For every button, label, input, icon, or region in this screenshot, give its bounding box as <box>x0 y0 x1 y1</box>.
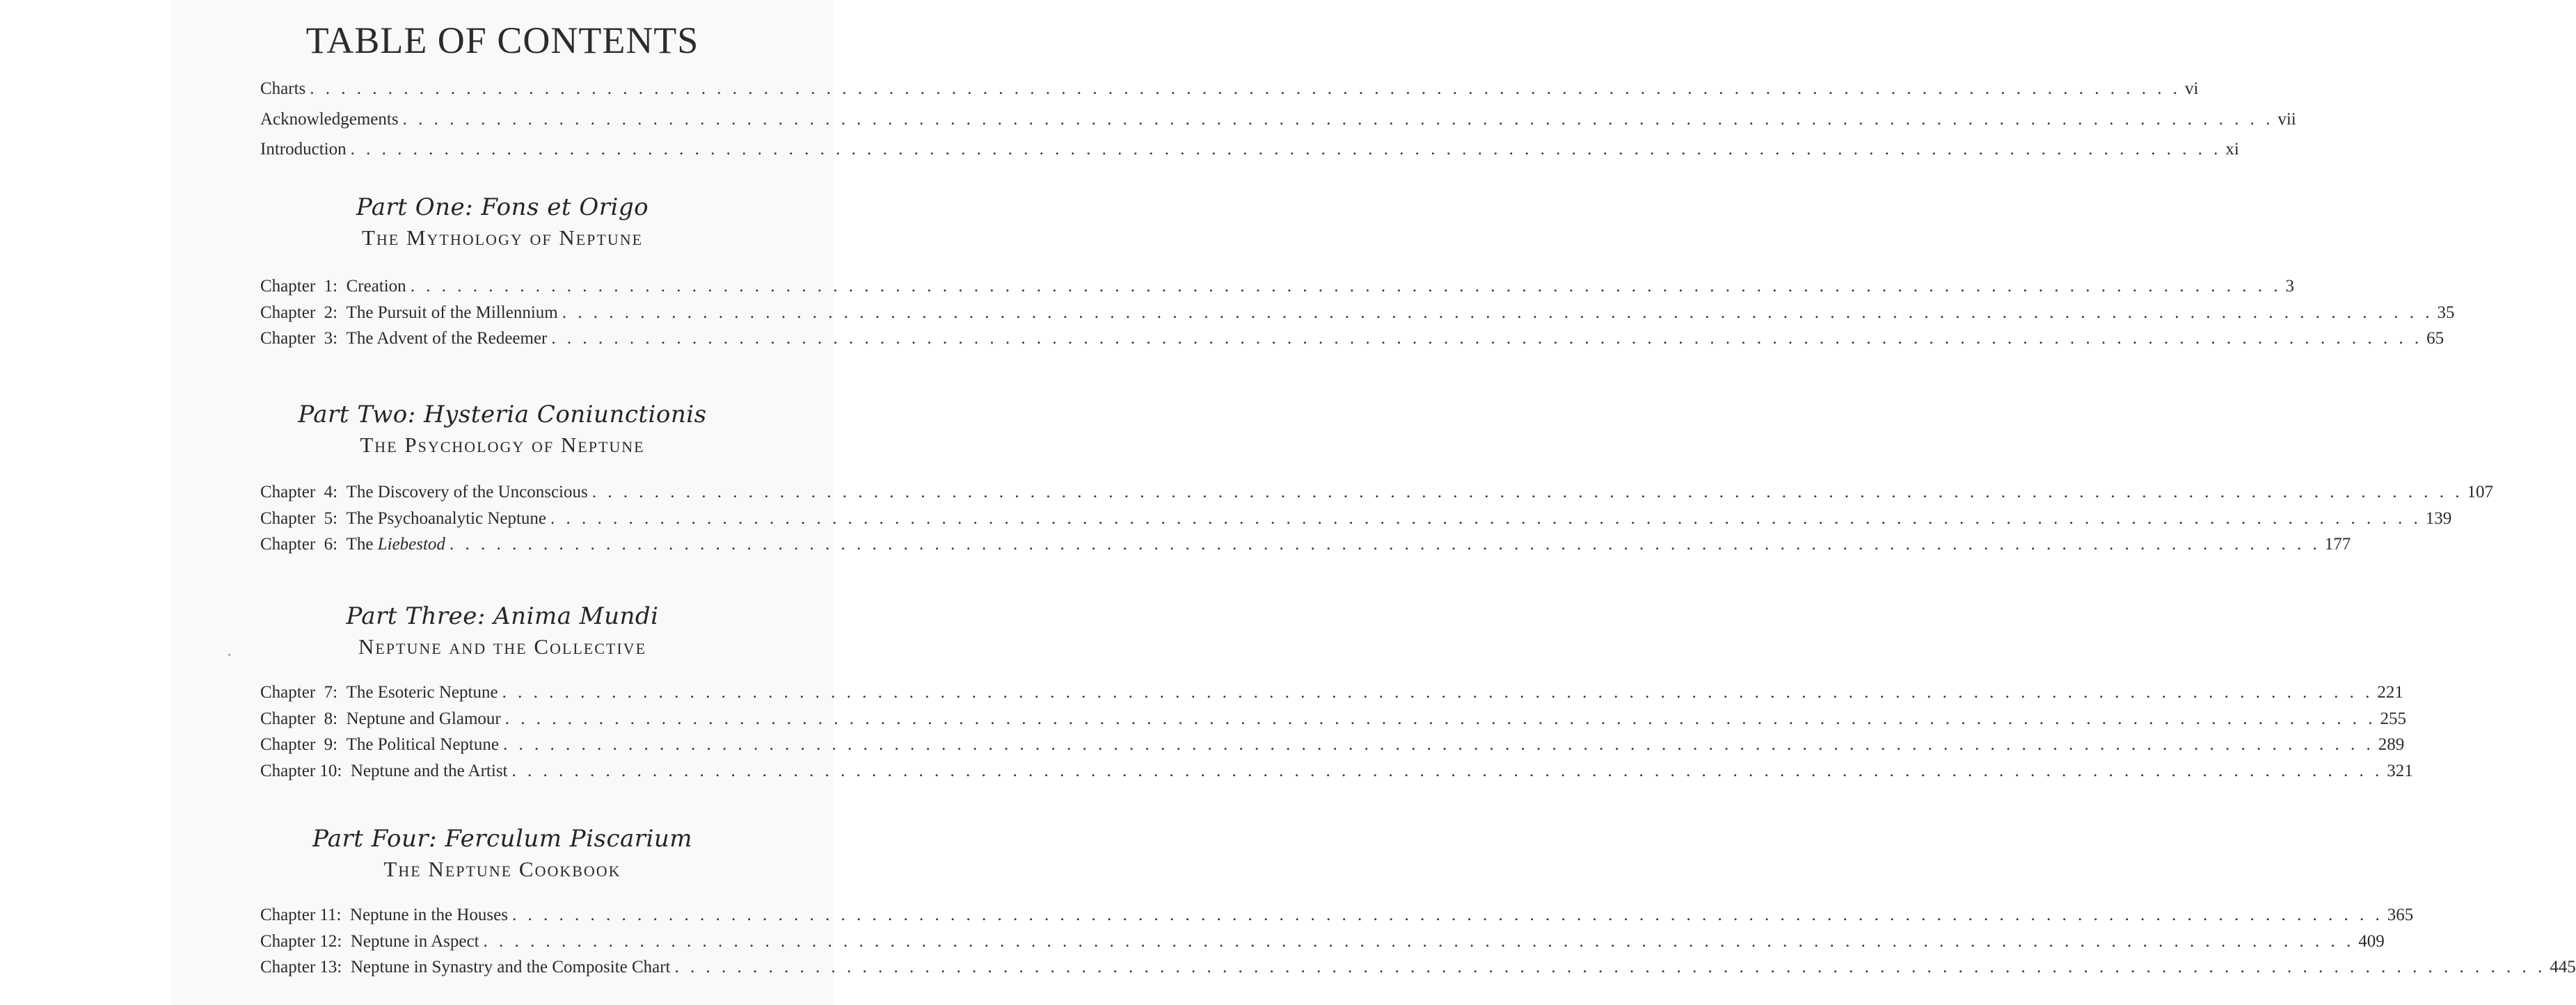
part-english-title: The Neptune Cookbook <box>383 857 621 881</box>
part-latin-title: Part Two: Hysteria Coniunctionis <box>298 401 707 428</box>
page-number: xi <box>2225 140 2239 159</box>
front-matter-row <box>260 108 2296 131</box>
dot-leader: . . . . . . . . . . . . . . . . . . . . . . . . . . . . . . . . . . . . . . . . . . . . . . . . . . . . . . . . . . . . . . . . . . . . . . . . . . . . . . . . . . . . . . . . . . . . . . . . . . . . . . . . . . . . . . . . . . . . . . . . <box>511 761 2383 780</box>
chapter-row <box>260 931 2385 953</box>
dot-leader: . . . . . . . . . . . . . . . . . . . . . . . . . . . . . . . . . . . . . . . . . . . . . . . . . . . . . . . . . . . . . . . . . . . . . . . . . . . . . . . . . . . . . . . . . . . . . . . . . . . . . . . . . . . . . . . . . . . . . . . . <box>591 483 2463 501</box>
chapter-title: The Political Neptune <box>346 735 499 754</box>
chapter-title-prefix: The <box>346 535 378 554</box>
dot-leader: . . . . . . . . . . . . . . . . . . . . . . . . . . . . . . . . . . . . . . . . . . . . . . . . . . . . . . . . . . . . . . . . . . . . . . . . . . . . . . . . . . . . . . . . . . . . . . . . . . . . . . . . . . . . . . . . . . . . . . . . <box>502 683 2374 702</box>
chapter-title <box>347 533 445 556</box>
part-latin-title: Part Three: Anima Mundi <box>346 602 659 630</box>
chapter-row <box>260 734 2405 756</box>
chapter-title: Neptune and Glamour <box>346 709 501 728</box>
page-number: 445 <box>2550 958 2576 976</box>
chapter-row <box>260 904 2414 926</box>
chapter-row <box>260 760 2413 782</box>
page-number: 365 <box>2387 906 2414 924</box>
dot-leader: . . . . . . . . . . . . . . . . . . . . . . . . . . . . . . . . . . . . . . . . . . . . . . . . . . . . . . . . . . . . . . . . . . . . . . . . . . . . . . . . . . . . . . . . . . . . . . . . . . . . . . . . . . . . . . . . . . . . . . . . <box>310 79 2181 98</box>
chapter-row <box>260 956 2576 979</box>
chapter-row <box>260 708 2406 730</box>
chapter-title-italic: Liebestod <box>377 535 445 554</box>
dot-leader: . . . . . . . . . . . . . . . . . . . . . . . . . . . . . . . . . . . . . . . . . . . . . . . . . . . . . . . . . . . . . . . . . . . . . . . . . . . . . . . . . . . . . . . . . . . . . . . . . . . . . . . . . . . . . . . . . . . . . . . . <box>449 535 2321 554</box>
part-english-title: The Psychology of Neptune <box>360 433 645 457</box>
page-number: 321 <box>2387 761 2413 780</box>
front-matter-label: Charts <box>260 79 306 98</box>
chapter-row <box>260 275 2294 298</box>
chapter-number: Chapter 1: <box>260 277 347 296</box>
dot-leader: . . . . . . . . . . . . . . . . . . . . . . . . . . . . . . . . . . . . . . . . . . . . . . . . . . . . . . . . . . . . . . . . . . . . . . . . . . . . . . . . . . . . . . . . . . . . . . . . . . . . . . . . . . . . . . . . . . . . . . . . <box>550 508 2422 528</box>
dot-leader: . . . . . . . . . . . . . . . . . . . . . . . . . . . . . . . . . . . . . . . . . . . . . . . . . . . . . . . . . . . . . . . . . . . . . . . . . . . . . . . . . . . . . . . . . . . . . . . . . . . . . . . . . . . . . . . . . . . . . . . . <box>551 329 2423 348</box>
dot-leader: . . . . . . . . . . . . . . . . . . . . . . . . . . . . . . . . . . . . . . . . . . . . . . . . . . . . . . . . . . . . . . . . . . . . . . . . . . . . . . . . . . . . . . . . . . . . . . . . . . . . . . . . . . . . . . . . . . . . . . . . <box>402 110 2274 129</box>
page-number: 139 <box>2425 508 2452 528</box>
chapter-title: The Discovery of the Unconscious <box>346 483 588 501</box>
chapter-row <box>260 682 2403 704</box>
page-title: TABLE OF CONTENTS <box>305 19 699 61</box>
chapter-title: The Pursuit of the Millennium <box>346 303 558 322</box>
chapter-row <box>260 302 2455 324</box>
page-number: 289 <box>2378 735 2405 754</box>
chapter-number: Chapter 13: <box>260 958 351 976</box>
front-matter-row <box>260 78 2199 100</box>
part-english-title: Neptune and the Collective <box>358 634 647 659</box>
page-number: 107 <box>2467 483 2493 501</box>
page-number: 409 <box>2358 931 2385 951</box>
chapter-row <box>260 481 2493 504</box>
page-number: vii <box>2277 110 2296 129</box>
dot-leader: . . . . . . . . . . . . . . . . . . . . . . . . . . . . . . . . . . . . . . . . . . . . . . . . . . . . . . . . . . . . . . . . . . . . . . . . . . . . . . . . . . . . . . . . . . . . . . . . . . . . . . . . . . . . . . . . . . . . . . . . <box>504 709 2376 728</box>
front-matter-label: Acknowledgements <box>260 110 399 129</box>
dot-leader: . . . . . . . . . . . . . . . . . . . . . . . . . . . . . . . . . . . . . . . . . . . . . . . . . . . . . . . . . . . . . . . . . . . . . . . . . . . . . . . . . . . . . . . . . . . . . . . . . . . . . . . . . . . . . . . . . . . . . . . . <box>511 906 2383 924</box>
chapter-number: Chapter 2: <box>260 303 347 322</box>
chapter-number: Chapter 7: <box>260 683 347 702</box>
chapter-number: Chapter 11: <box>260 906 350 924</box>
part-heading <box>171 825 834 883</box>
page-number: 221 <box>2377 683 2403 702</box>
part-latin-title: Part One: Fons et Origo <box>356 193 649 221</box>
chapter-number: Chapter 4: <box>260 483 347 501</box>
page-number: 65 <box>2426 329 2444 348</box>
chapter-row <box>260 533 2351 556</box>
part-heading <box>171 401 834 459</box>
book-page <box>171 0 2576 1005</box>
page-number: 35 <box>2437 303 2455 322</box>
chapter-title: Neptune in Synastry and the Composite Chart <box>350 958 671 976</box>
dot-leader: . . . . . . . . . . . . . . . . . . . . . . . . . . . . . . . . . . . . . . . . . . . . . . . . . . . . . . . . . . . . . . . . . . . . . . . . . . . . . . . . . . . . . . . . . . . . . . . . . . . . . . . . . . . . . . . . . . . . . . . . <box>410 277 2282 296</box>
dot-leader: . . . . . . . . . . . . . . . . . . . . . . . . . . . . . . . . . . . . . . . . . . . . . . . . . . . . . . . . . . . . . . . . . . . . . . . . . . . . . . . . . . . . . . . . . . . . . . . . . . . . . . . . . . . . . . . . . . . . . . . . <box>350 140 2222 159</box>
chapter-number: Chapter 6: <box>260 535 347 554</box>
chapter-number: Chapter 5: <box>260 508 347 528</box>
chapter-title: The Psychoanalytic Neptune <box>346 508 547 528</box>
chapter-title: Creation <box>346 277 406 296</box>
dot-leader: . . . . . . . . . . . . . . . . . . . . . . . . . . . . . . . . . . . . . . . . . . . . . . . . . . . . . . . . . . . . . . . . . . . . . . . . . . . . . . . . . . . . . . . . . . . . . . . . . . . . . . . . . . . . . . . . . . . . . . . . <box>562 303 2433 322</box>
chapter-number: Chapter 12: <box>260 931 351 951</box>
chapter-number: Chapter 9: <box>260 735 347 754</box>
chapter-title: The Esoteric Neptune <box>346 683 498 702</box>
dot-leader: . . . . . . . . . . . . . . . . . . . . . . . . . . . . . . . . . . . . . . . . . . . . . . . . . . . . . . . . . . . . . . . . . . . . . . . . . . . . . . . . . . . . . . . . . . . . . . . . . . . . . . . . . . . . . . . . . . . . . . . . <box>674 958 2546 976</box>
page-number: vi <box>2185 79 2199 98</box>
part-latin-title: Part Four: Ferculum Piscarium <box>312 825 693 853</box>
dot-leader: . . . . . . . . . . . . . . . . . . . . . . . . . . . . . . . . . . . . . . . . . . . . . . . . . . . . . . . . . . . . . . . . . . . . . . . . . . . . . . . . . . . . . . . . . . . . . . . . . . . . . . . . . . . . . . . . . . . . . . . . <box>483 931 2355 951</box>
page-number: 177 <box>2324 535 2351 554</box>
chapter-title: The Advent of the Redeemer <box>346 329 548 348</box>
chapter-title: Neptune and the Artist <box>350 761 508 780</box>
part-english-title: The Mythology of Neptune <box>361 225 644 250</box>
part-heading <box>171 602 834 661</box>
dot-leader: . . . . . . . . . . . . . . . . . . . . . . . . . . . . . . . . . . . . . . . . . . . . . . . . . . . . . . . . . . . . . . . . . . . . . . . . . . . . . . . . . . . . . . . . . . . . . . . . . . . . . . . . . . . . . . . . . . . . . . . . <box>502 735 2374 754</box>
part-heading <box>171 193 834 252</box>
page-number: 3 <box>2285 277 2294 296</box>
chapter-number: Chapter 3: <box>260 329 347 348</box>
chapter-row <box>260 508 2452 530</box>
chapter-row <box>260 328 2444 350</box>
chapter-number: Chapter 8: <box>260 709 347 728</box>
page-number: 255 <box>2380 709 2406 728</box>
front-matter-row <box>260 138 2239 161</box>
chapter-title: Neptune in Aspect <box>350 931 479 951</box>
chapter-number: Chapter 10: <box>260 761 351 780</box>
chapter-title: Neptune in the Houses <box>349 906 508 924</box>
front-matter-label: Introduction <box>260 140 347 159</box>
